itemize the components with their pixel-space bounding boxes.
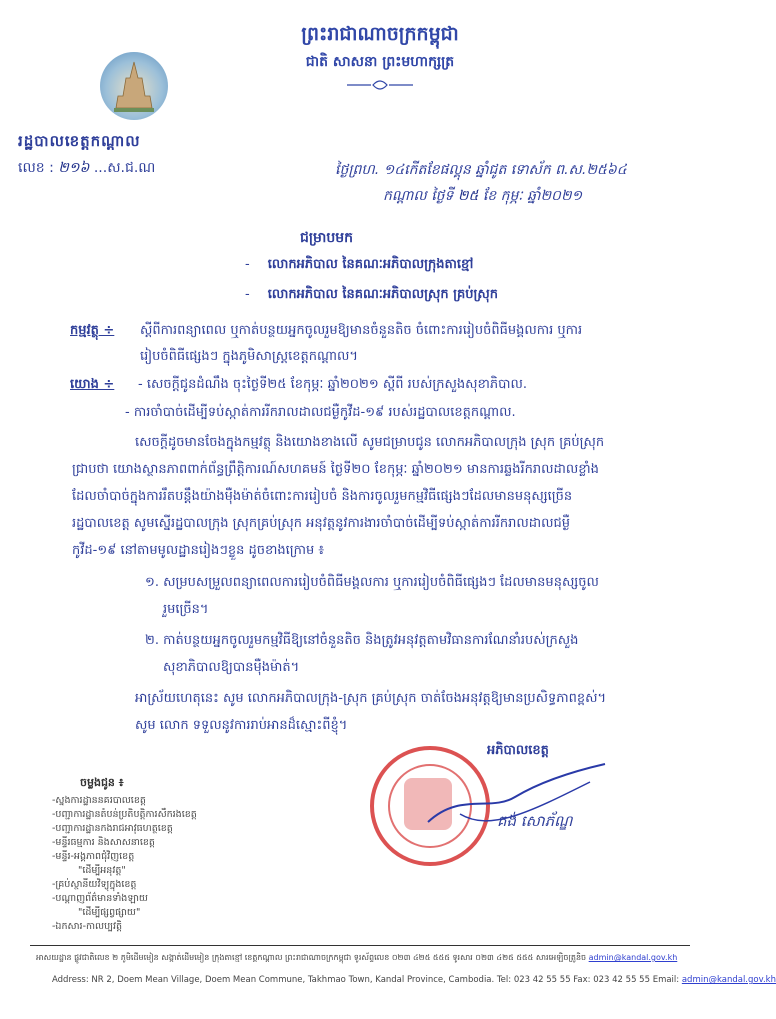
ref-prefix: លេខ : [18, 160, 54, 176]
footer-address-khmer [36, 952, 696, 964]
reference-item: - សេចក្ដីជូនដំណឹង ចុះថ្ងៃទី២៥ ខែកុម្ភៈ ឆ្នាំ២០២១ ស្ដីពី របស់ក្រសួងសុខាភិបាល. [138, 377, 527, 392]
point-line: រួមច្រើន។ [163, 602, 209, 617]
body-line: ជ្រាបថា យោងស្ថានភាពពាក់ព័ន្ធព្រឹត្តិការណ៍សហគមន៍ ថ្ងៃទី២០ ខែកុម្ភៈ ឆ្នាំ២០២១ មានការឆ្លងរីករាលដាលខ្លាំង [72, 462, 599, 477]
ref-handwritten-number: ២១៦ [58, 160, 90, 176]
footer-khmer-text: អាសយដ្ឋាន ផ្លូវជាតិលេខ ២ ភូមិដើមមៀន សង្កាត់ដើមមៀន ក្រុងតាខ្មៅ ខេត្តកណ្ដាល ព្រះរាជាណាចក្រកម្ពុជា ទូរស័ព្ទលេខ ០២៣ ៤២៥ ៥៥៥ ទូរសារ ០២៣ ៤២៥ ៥៥៥ សារអេឡិចត្រូនិច [36, 953, 587, 962]
national-motto: ជាតិ សាសនា ព្រះមហាក្សត្រ [305, 54, 455, 70]
solar-date-suffix: ខែ កុម្ភៈ ឆ្នាំ២០២១ [482, 188, 583, 204]
cc-item: -បញ្ជាការដ្ឋានតំបន់ប្រតិបត្តិការសឹករងខេត្ត [52, 809, 197, 820]
cc-title: ចម្លងជូន ៖ [80, 776, 124, 789]
body-line: សេចក្ដីដូចមានចែងក្នុងកម្មវត្ថុ និងយោងខាងលើ សូមជម្រាបជូន លោកអភិបាលក្រុង ស្រុក គ្រប់ស្រុក [135, 435, 605, 450]
footer-english-email-link[interactable]: admin@kandal.gov.kh [681, 975, 776, 985]
footer-khmer-email-link[interactable]: admin@kandal.gov.kh [588, 953, 678, 962]
reference-label: យោង ÷ [70, 377, 115, 392]
signer-name: គង់ សោភ័ណ្ឌ [497, 812, 573, 830]
issuing-authority: រដ្ឋបាលខេត្តកណ្ដាល [18, 132, 141, 150]
footer-english-text: Address: NR 2, Doem Mean Village, Doem Mean Commune, Takhmao Town, Kandal Province, Cambodia. Tel: 023 42 55 55 Fax: 023 42 55 55 Email: [52, 975, 680, 985]
temple-emblem-icon [100, 52, 168, 120]
closing-line: សូម លោក ទទួលនូវការរាប់អានដ៏ស្មោះពីខ្ញុំ។ [135, 718, 348, 733]
subject-line-1: ស្ដីពីការពន្យាពេល ឬកាត់បន្ថយអ្នកចូលរួមឱ្យមានចំនួនតិច ចំពោះការរៀបចំពិធីមង្គលការ ឬការ [140, 323, 583, 338]
signer-title: អភិបាលខេត្ត [487, 743, 549, 758]
lunar-date: ថ្ងៃព្រហ. ១៤កើតខែផល្គុន ឆ្នាំជូត ទោស័ក ព.ស.២៥៦៤ [335, 162, 627, 178]
reference-item: - ការចាំបាច់ដើម្បីទប់ស្កាត់ការរីករាលដាលជម្ងឺកូវីដ-១៩ របស់រដ្ឋបាលខេត្តកណ្ដាល. [125, 405, 516, 420]
cc-item: -បញ្ជាការដ្ឋានកងរាជអាវុធហត្ថខេត្ត [52, 823, 173, 834]
body-line: រដ្ឋបាលខេត្ត សូមស្នើរដ្ឋបាលក្រុង ស្រុកគ្រប់ស្រុក អនុវត្តនូវការងារចាំបាច់ដើម្បីទប់ស្កាត់ការរីករាលដាលជម្ងឺ [72, 516, 570, 531]
footer-address-english [52, 975, 776, 985]
footer-divider [30, 945, 690, 946]
cc-item: -បណ្ដាញព័ត៌មានទាំងឡាយ [52, 893, 148, 904]
cc-item: -គ្រប់ស្ថានីយវិទ្យុក្នុងខេត្ត [52, 879, 137, 890]
provincial-logo [100, 52, 168, 120]
solar-date-prefix: កណ្ដាល ថ្ងៃទី [383, 188, 454, 204]
point-line: ១. សម្របសម្រួលពន្យាពេលការរៀបចំពិធីមង្គលការ ឬការរៀបចំពិធីផ្សេងៗ ដែលមានមនុស្សចូល [145, 575, 599, 590]
body-line: ដែលចាំបាច់ក្នុងការរឹតបន្តឹងយ៉ាងម៉ឺងម៉ាត់ចំពោះការរៀបចំ និងការចូលរួមកម្មវិធីផ្សេងៗដែលមានមនុស្សច្រើន [72, 489, 573, 504]
body-line: កូវីដ-១៩ នៅតាមមូលដ្ឋានរៀងៗខ្លួន ដូចខាងក្រោម ៖ [72, 543, 325, 558]
cc-item: -មន្ទីរ-អង្គភាពជុំវិញខេត្ត [52, 851, 135, 862]
recipient-text: លោកអភិបាល នៃគណៈអភិបាលក្រុងតាខ្មៅ [267, 257, 474, 272]
reference-number [18, 158, 155, 179]
ornament-divider-icon [345, 78, 415, 92]
salutation: ជម្រាបមក [300, 230, 354, 246]
cc-note: "ដើម្បីអនុវត្ត" [78, 865, 126, 876]
closing-line: អាស្រ័យហេតុនេះ សូម លោកអភិបាលក្រុង-ស្រុក គ្រប់ស្រុក ចាត់ចែងអនុវត្តឱ្យមានប្រសិទ្ធភាពខ្ពស់។ [135, 691, 607, 706]
cc-note: "ដើម្បីផ្សព្វផ្សាយ" [78, 907, 141, 918]
cc-item: -ឯកសារ-កាលប្បវត្តិ [52, 921, 122, 932]
cc-item: -ស្នងការដ្ឋាននគរបាលខេត្ត [52, 795, 146, 806]
cc-item: -មន្ទីរធម្មការ និងសាសនាខេត្ត [52, 837, 155, 848]
point-line: សុខាភិបាលឱ្យបានម៉ឺងម៉ាត់។ [163, 660, 300, 675]
recipient-line: - លោកអភិបាល នៃគណៈអភិបាលស្រុក គ្រប់ស្រុក [245, 287, 499, 302]
ref-suffix: ...ស.ជ.ណ [93, 160, 156, 176]
subject-label: កម្មវត្ថុ ÷ [70, 323, 115, 338]
point-line: ២. កាត់បន្ថយអ្នកចូលរួមកម្មវិធីឱ្យនៅចំនួនតិច និងត្រូវអនុវត្តតាមវិធានការណែនាំរបស់ក្រសួង [145, 633, 579, 648]
recipient-line: - លោកអភិបាល នៃគណៈអភិបាលក្រុងតាខ្មៅ [245, 257, 474, 272]
recipient-text: លោកអភិបាល នៃគណៈអភិបាលស្រុក គ្រប់ស្រុក [267, 287, 499, 302]
subject-line-2: រៀបចំពិធីផ្សេងៗ ក្នុងភូមិសាស្ត្រខេត្តកណ្ដាល។ [140, 349, 358, 364]
kingdom-title: ព្រះរាជាណាចក្រកម្ពុជា [301, 23, 459, 45]
solar-date [383, 186, 582, 207]
solar-date-day: ២៥ [457, 188, 479, 204]
